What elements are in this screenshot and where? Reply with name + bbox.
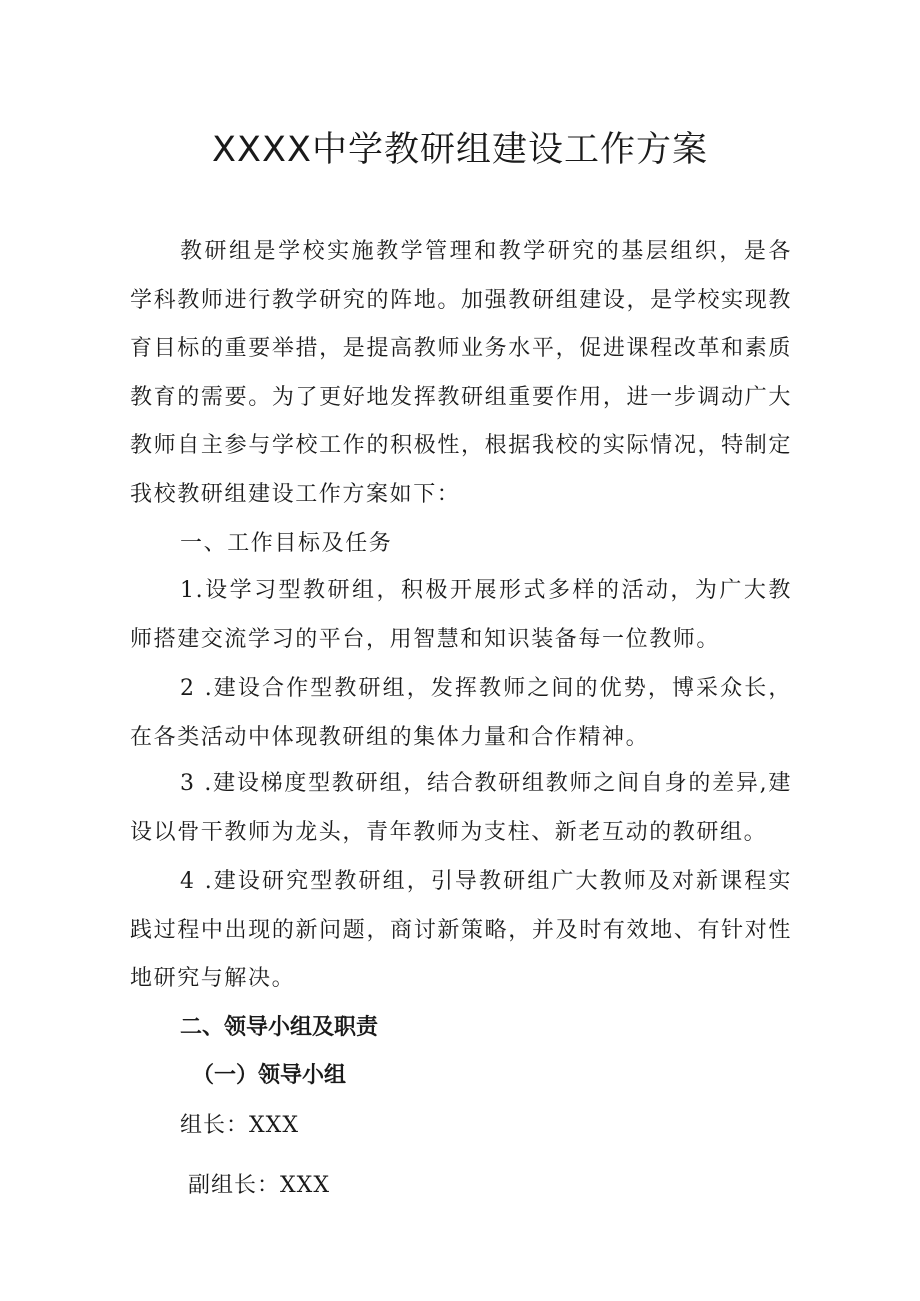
subsection-heading-group: （一）领导小组 bbox=[192, 1063, 347, 1088]
group-leader: 组长：XXX bbox=[180, 1113, 299, 1138]
goal-item-3: 3 .建设梯度型教研组，结合教研组教师之间自身的差异,建设以骨干教师为龙头，青年教师为支柱、新老互动的教研组。 bbox=[130, 771, 792, 845]
section-heading-goals: 一、工作目标及任务 bbox=[180, 531, 393, 556]
group-deputy-leader: 副组长：XXX bbox=[188, 1173, 330, 1198]
goal-item-2: 2 .建设合作型教研组，发挥教师之间的优势，博采众长，在各类活动中体现教研组的集体力量和合作精神。 bbox=[130, 676, 792, 750]
document-title: XXXX中学教研组建设工作方案 bbox=[212, 130, 708, 170]
section-heading-leadership: 二、领导小组及职责 bbox=[180, 1015, 379, 1040]
goal-item-4: 4 .建设研究型教研组，引导教研组广大教师及对新课程实践过程中出现的新问题，商讨新策略，并及时有效地、有针对性地研究与解决。 bbox=[130, 869, 792, 991]
goal-item-1: 1.设学习型教研组，积极开展形式多样的活动，为广大教师搭建交流学习的平台，用智慧和知识装备每一位教师。 bbox=[130, 578, 792, 652]
intro-paragraph: 教研组是学校实施教学管理和教学研究的基层组织，是各学科教师进行教学研究的阵地。加强教研组建设，是学校实现教育目标的重要举措，是提高教师业务水平，促进课程改革和素质教育的需要。为了更好地发挥教研组重要作用，进一步调动广大教师自主参与学校工作的积极性，根据我校的实际情况，特制定我校教研组建设工作方案如下： bbox=[130, 239, 792, 507]
